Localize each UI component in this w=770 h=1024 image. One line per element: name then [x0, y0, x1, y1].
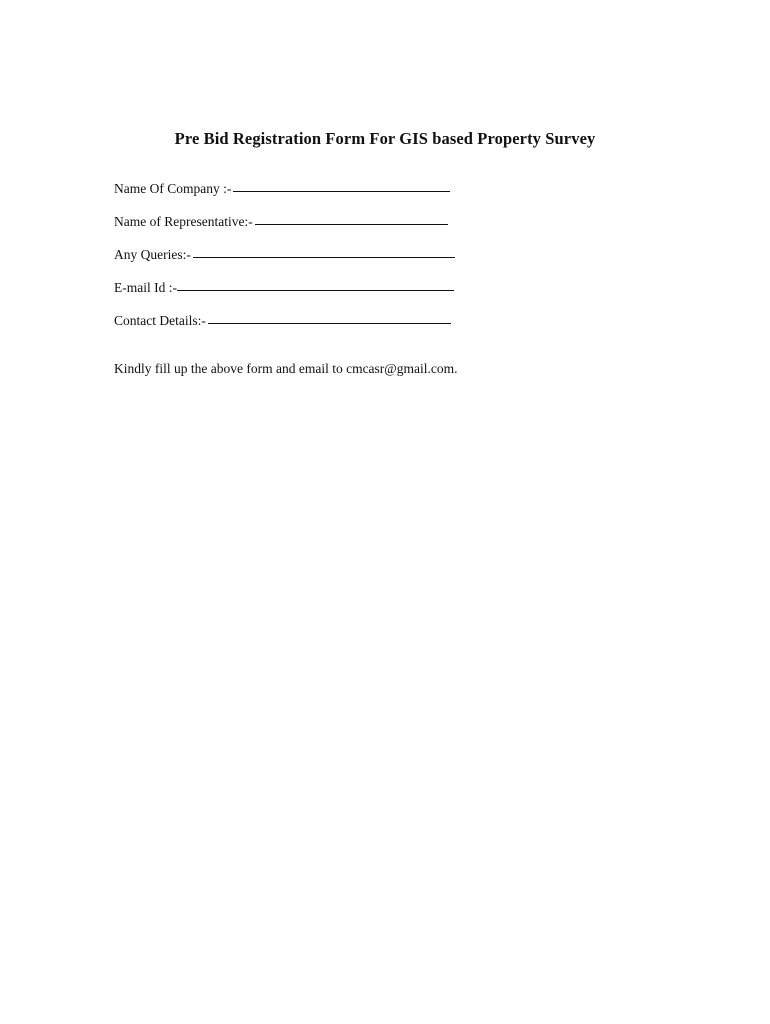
- email-id-blank-line: [177, 289, 454, 291]
- company-name-label: Name Of Company :-: [114, 181, 232, 196]
- email-id-field: [114, 280, 454, 296]
- contact-details-label: Contact Details:-: [114, 313, 206, 328]
- queries-blank-line: [193, 256, 455, 258]
- representative-name-field: [114, 214, 448, 230]
- instruction-note: Kindly fill up the above form and email to cmcasr@gmail.com.: [114, 361, 458, 376]
- form-title: Pre Bid Registration Form For GIS based Property Survey: [174, 129, 596, 148]
- contact-details-blank-line: [208, 322, 451, 324]
- representative-name-blank-line: [255, 223, 448, 225]
- company-name-blank-line: [233, 190, 450, 192]
- contact-details-field: [114, 313, 451, 329]
- queries-label: Any Queries:-: [114, 247, 191, 262]
- representative-name-label: Name of Representative:-: [114, 214, 253, 229]
- queries-field: [114, 247, 455, 263]
- company-name-field: [114, 181, 450, 197]
- email-id-label: E-mail Id :-: [114, 280, 177, 295]
